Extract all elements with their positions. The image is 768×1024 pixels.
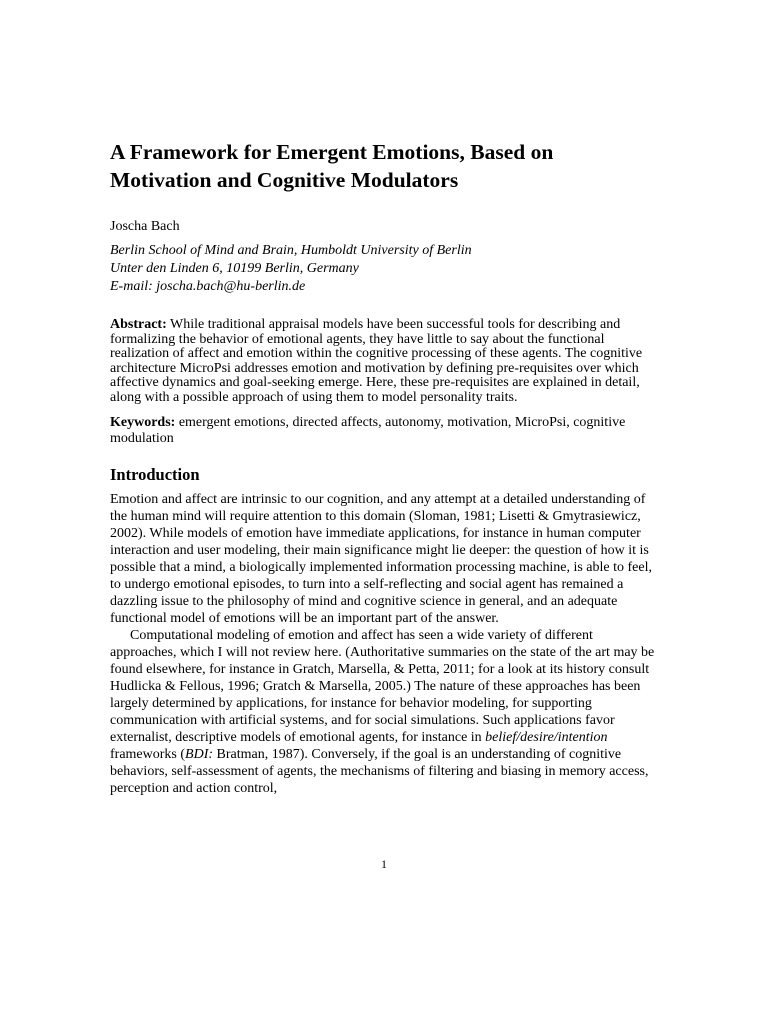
paragraph-1: Emotion and affect are intrinsic to our cognition, and any attempt at a detailed understanding of the human mind will require attention to this domain (Sloman, 1981; Lisetti & Gmytrasiewicz, 2002). While models of emotion have immediate applications, for instance in human computer interaction and user modeling, their main significance might lie deeper: the question of how it is possible that a mind, a biologically implemented information processing machine, is able to feel, to undergo emotional episodes, to turn into a self-reflecting and social agent has remained a dazzling issue to the philosophy of mind and cognitive science in general, and an adequate functional model of emotions will be an important part of the answer. bbox=[110, 491, 652, 626]
affiliation-line-2: Unter den Linden 6, 10199 Berlin, Germany bbox=[110, 261, 359, 276]
keywords bbox=[110, 415, 662, 447]
title-line-2: Motivation and Cognitive Modulators bbox=[110, 168, 459, 192]
introduction-body bbox=[110, 491, 662, 797]
section-heading-introduction: Introduction bbox=[110, 464, 200, 484]
author-email: E-mail: joscha.bach@hu-berlin.de bbox=[110, 279, 306, 294]
keywords-label: Keywords: bbox=[110, 414, 176, 430]
page-number: 1 bbox=[381, 857, 387, 871]
paragraph-2-text-a: Computational modeling of emotion and affect has seen a wide variety of different approaches, which I will not review here. (Authoritative summaries on the state of the art may be found elsewhere, for instance in Gratch, Marsella, & Petta, 2011; for a look at its history consult Hudlicka & Fellous, 1996; Gratch & Marsella, 2005.) The nature of these approaches has been largely determined by applications, for instance for behavior modeling, for supporting communication with artificial systems, and for social simulations. Such applications favor externalist, descriptive models of emotional agents, for instance in bbox=[110, 627, 655, 745]
abstract bbox=[110, 318, 662, 406]
paragraph-2-text-b: frameworks ( bbox=[110, 746, 186, 762]
page-content bbox=[110, 138, 662, 797]
author-block bbox=[110, 218, 662, 296]
title-line-1: A Framework for Emergent Emotions, Based on bbox=[110, 140, 554, 164]
keywords-text: emergent emotions, directed affects, autonomy, motivation, MicroPsi, cognitive modulation bbox=[110, 414, 626, 446]
paragraph-2-emphasis-bdi: BDI: bbox=[185, 746, 214, 762]
paragraph-2-text-c: Bratman, 1987). Conversely, if the goal is an understanding of cognitive behaviors, self-assessment of agents, the mechanisms of filtering and biasing in memory access, perception and action control, bbox=[110, 746, 649, 796]
affiliation-line-1: Berlin School of Mind and Brain, Humboldt University of Berlin bbox=[110, 243, 472, 258]
paragraph-2 bbox=[110, 627, 662, 797]
abstract-text: While traditional appraisal models have been successful tools for describing and formalizing the behavior of emotional agents, they have little to say about the functional realization of affect and emotion within the cognitive processing of these agents. The cognitive architecture MicroPsi addresses emotion and motivation by defining pre-requisites over which affective dynamics and goal-seeking emerge. Here, these pre-requisites are explained in detail, along with a possible approach of using them to model personality traits. bbox=[110, 317, 643, 405]
abstract-label: Abstract: bbox=[110, 317, 167, 332]
paper-title bbox=[110, 138, 662, 194]
paragraph-2-emphasis-bdi-full: belief/desire/intention bbox=[485, 729, 608, 745]
author-name: Joscha Bach bbox=[110, 219, 180, 234]
